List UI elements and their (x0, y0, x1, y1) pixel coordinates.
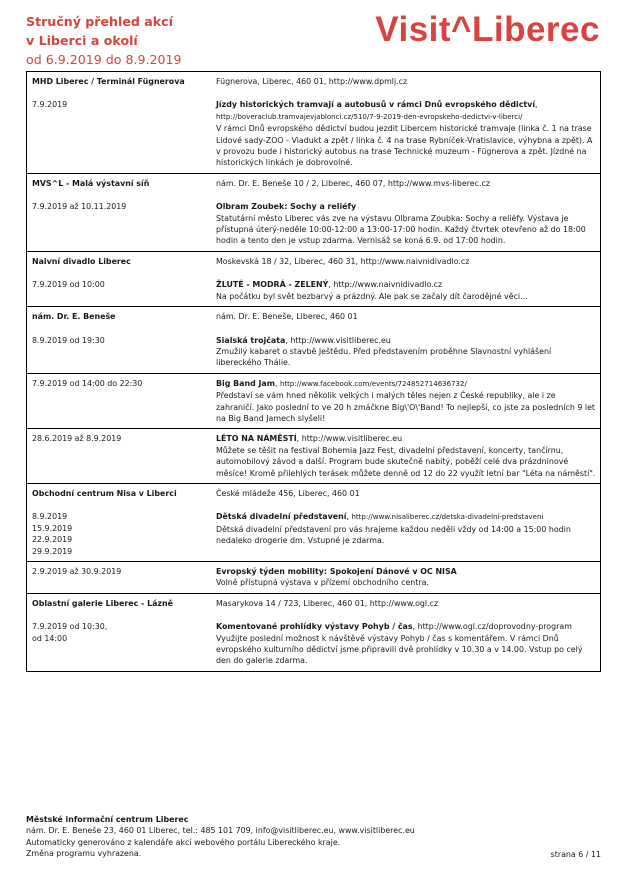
event-link[interactable]: http://www.ogl.cz/doprovodny-program (417, 622, 572, 632)
event-link[interactable]: http://www.nisaliberec.cz/detska-divadelni-predstaveni (351, 513, 544, 522)
event-right-cell: Big Band Jam, http://www.facebook.com/events/724852714636732/ Představí se vám hned několik velkých i malých těles nejen z České republiky, ale i ze zahraničí. Jako poslední to ve 20 h zmáčkne Big\'O\'Band! To nejlepší, co jste za posledních 9 let na Big Band Jamech slyšeli! (212, 373, 601, 429)
event-left-cell (27, 373, 213, 429)
event-right-cell: Moskevská 18 / 32, Liberec, 460 31, http://www.naivnidivadlo.cz ŽLUTÉ - MODRÁ - ZELENÝ, http://www.naivnidivadlo.cz Na počátku byl svět bezbarvý a prázdný. Ale pak se začaly dít čarodějné věci... (212, 251, 601, 306)
footer-org: Městské informační centrum Liberec (26, 815, 189, 824)
venue-address: Moskevská 18 / 32, Liberec, 460 31, http://www.naivnidivadlo.cz (216, 256, 470, 266)
event-title: Komentované prohlídky výstavy Pohyb / čas (216, 622, 413, 632)
event-title: LÉTO NA NÁMĚSTÍ (216, 434, 297, 444)
events-table (26, 71, 601, 672)
event-left-cell (27, 562, 213, 594)
venue-name: Oblastní galerie Liberec - Lázně (32, 598, 173, 608)
event-title: Sialská trojčata (216, 335, 286, 345)
event-right-cell (212, 562, 601, 594)
event-date: 8.9.2019 15.9.2019 22.9.2019 29.9.2019 (32, 512, 73, 556)
page-number: strana 6 / 11 (550, 850, 601, 859)
event-title: Big Band Jam (216, 378, 275, 388)
event-link[interactable]: http://www.visitliberec.eu (290, 335, 391, 345)
event-date: 7.9.2019 od 10:30, od 14:00 (32, 622, 108, 643)
footer-note-auto: Automaticky generováno z kalendáře akcí webového portálu Libereckého kraje. (26, 837, 341, 847)
visit-liberec-logo: Visit^Liberec (375, 10, 600, 49)
event-description: Můžete se těšit na festival Bohemia Jazz Fest, divadelní představení, koncerty, tančírnu, automobilový závod a další. Program bude skutečně nabitý, poběží celé dva prázdninové měsíce! Kromě přilehlých terásek můžete denně od 12 do 22 využít letní bar "Léta na náměstí". (216, 445, 596, 478)
event-right-cell: nám. Dr. E. Beneše, Liberec, 460 01 Sialská trojčata, http://www.visitliberec.eu Zmužilý kabaret o stavbě Ještědu. Před představením proběhne Slavnostní vyhlášení libereckého Thálie. (212, 307, 601, 374)
event-description: Statutární město Liberec vás zve na výstavu Olbrama Zoubka: Sochy a reliéfy. Výstava je přístupná úterý-neděle 10:00-12:00 a 13:00-17:00 hodin. Každý čtvrtek otevřeno až do 18:00 hodin a tento den je vstup zdarma. Vernisáž se koná 6.9. od 17:00 hodin. (216, 213, 586, 246)
event-description: V rámci Dnů evropského dědictví budou jezdit Libercem historické tramvaje (linka č. 1 na trase Lidové sady-ZOO - Viadukt a zpět / linka č. 4 na trase Rybníček-Vratislavice, výhybna a zpět). A v provozu bude i historický autobus na trase Technické muzeum - Fügnerova a zpět. Jízdné na historických linkách je dobrovolné. (216, 124, 593, 168)
event-title: Dětská divadelní představení (216, 512, 347, 522)
event-description: Představí se vám hned několik velkých i malých těles nejen z České republiky, ale i ze zahraničí. Jako poslední to ve 20 h zmáčkne Big\'O\'Band! To nejlepší, co jste za posledních 9 let na Big Band Jamech slyšeli! (216, 391, 596, 423)
event-right-cell: LÉTO NA NÁMĚSTÍ, http://www.visitliberec.eu Můžete se těšit na festival Bohemia Jazz Fest, divadelní představení, koncerty, tančírnu, automobilový závod a další. Program bude skutečně nabitý, poběží celé dva prázdninové měsíce! Kromě přilehlých terásek můžete denně od 12 do 22 využít letní bar "Léta na náměstí". (212, 429, 601, 484)
venue-address: nám. Dr. E. Beneše 10 / 2, Liberec, 460 07, http://www.mvs-liberec.cz (216, 178, 490, 188)
venue-name: Obchodní centrum Nisa v Liberci (32, 488, 177, 498)
event-link[interactable]: http://boveraclub.tramvajevjablonci.cz/510/7-9-2019-den-evropskeho-dedictvi-v-liberci/ (216, 112, 523, 121)
event-link[interactable]: http://www.naivnidivadlo.cz (333, 280, 443, 290)
event-date: 7.9.2019 (32, 100, 68, 110)
event-description: Zmužilý kabaret o stavbě Ještědu. Před představením proběhne Slavnostní vyhlášení libereckého Thálie. (216, 346, 552, 368)
event-row (27, 373, 601, 429)
event-left-cell (27, 251, 213, 306)
event-link[interactable]: http://www.facebook.com/events/724852714636732/ (279, 379, 467, 388)
event-right-cell: Fügnerova, Liberec, 460 01, http://www.dpmlj.cz Jízdy historických tramvají a autobusů v rámci Dnů evropského dědictví, http://boveraclub.tramvajevjablonci.cz/510/7-9-2019-den-evropskeho-dedictvi-v-liberci/ V rámci Dnů evropského dědictví budou jezdit Libercem historické tramvaje (linka č. 1 na trase Lidové sady-ZOO - Viadukt a zpět / linka č. 4 na trase Rybníček-Vratislavice, výhybna a zpět). A v provozu bude i historický autobus na trase Technické muzeum - Fügnerova a zpět. Jízdné na historických linkách je dobrovolné. (212, 72, 601, 174)
event-left-cell (27, 429, 213, 484)
venue-name: Naivní divadlo Liberec (32, 256, 131, 266)
event-row (27, 593, 601, 671)
venue-address: nám. Dr. E. Beneše, Liberec, 460 01 (216, 312, 358, 322)
event-date: 8.9.2019 od 19:30 (32, 335, 105, 345)
venue-name: MVS^L - Malá výstavní síň (32, 178, 150, 188)
event-row (27, 483, 601, 561)
event-left-cell (27, 483, 213, 561)
event-date: 7.9.2019 od 10:00 (32, 280, 105, 290)
event-title: Olbram Zoubek: Sochy a reliéfy (216, 202, 357, 212)
footer (26, 814, 601, 860)
event-date: 7.9.2019 od 14:00 do 22:30 (32, 378, 143, 388)
event-date: 7.9.2019 až 10.11.2019 (32, 202, 127, 212)
title-date-range: od 6.9.2019 do 8.9.2019 (26, 52, 182, 67)
event-left-cell (27, 173, 213, 251)
event-left-cell (27, 307, 213, 374)
event-row (27, 72, 601, 174)
venue-name: MHD Liberec / Terminál Fügnerova (32, 77, 185, 86)
event-row (27, 173, 601, 251)
venue-address: České mládeže 456, Liberec, 460 01 (216, 488, 360, 498)
event-title: ŽLUTÉ - MODRÁ - ZELENÝ (216, 280, 329, 290)
document-title (26, 12, 286, 69)
footer-contact: nám. Dr. E. Beneše 23, 460 01 Liberec, tel.: 485 101 709, info@visitliberec.eu, www.visitliberec.eu (26, 826, 415, 836)
venue-name: nám. Dr. E. Beneše (32, 312, 116, 322)
event-title: Jízdy historických tramvají a autobusů v rámci Dnů evropského dědictví (216, 100, 536, 110)
footer-note-change: Změna programu vyhrazena. (26, 849, 142, 859)
event-row (27, 251, 601, 306)
event-date: 28.6.2019 až 8.9.2019 (32, 434, 122, 444)
title-line-2: v Liberci a okolí (26, 33, 138, 48)
event-row (27, 562, 601, 594)
title-line-1: Stručný přehled akcí (26, 14, 173, 29)
event-date: 2.9.2019 až 30.9.2019 (32, 567, 122, 576)
event-right-cell: České mládeže 456, Liberec, 460 01 Dětská divadelní představení, http://www.nisaliberec.cz/detska-divadelni-predstaveni Dětská divadelní představení pro vás hrajeme každou neděli vždy od 14:00 a 15:00 hodin nedaleko drogerie dm. Vstupné je zdarma. (212, 483, 601, 561)
event-description: Dětská divadelní představení pro vás hrajeme každou neděli vždy od 14:00 a 15:00 hodin nedaleko drogerie dm. Vstupné je zdarma. (216, 524, 571, 546)
event-right-cell (212, 173, 601, 251)
event-title: Evropský týden mobility: Spokojení Dánové v OC NISA (216, 567, 457, 576)
event-left-cell (27, 72, 213, 174)
event-right-cell: Masarykova 14 / 723, Liberec, 460 01, http://www.ogl.cz Komentované prohlídky výstavy Pohyb / čas, http://www.ogl.cz/doprovodny-program Využijte poslední možnost k návštěvě výstavy Pohyb / čas s komentářem. V rámci Dnů evropského kulturního dědictví jsme připravili dvě prohlídky v 10.30 a v 14.00. Vstup po celý den do galerie zdarma. (212, 593, 601, 671)
event-link[interactable]: http://www.visitliberec.eu (301, 434, 403, 444)
event-left-cell (27, 593, 213, 671)
event-description: Využijte poslední možnost k návštěvě výstavy Pohyb / čas s komentářem. V rámci Dnů evropského kulturního dědictví jsme připravili dvě prohlídky v 10.30 a v 14.00. Vstup po celý den do galerie zdarma. (216, 633, 583, 666)
event-description: Volně přístupná výstava v přízemí obchodního centra. (216, 578, 429, 588)
venue-address: Fügnerova, Liberec, 460 01, http://www.dpmlj.cz (216, 77, 408, 86)
event-description: Na počátku byl svět bezbarvý a prázdný. Ale pak se začaly dít čarodějné věci... (216, 291, 528, 301)
venue-address: Masarykova 14 / 723, Liberec, 460 01, http://www.ogl.cz (216, 598, 439, 608)
event-row (27, 307, 601, 374)
event-row (27, 429, 601, 484)
